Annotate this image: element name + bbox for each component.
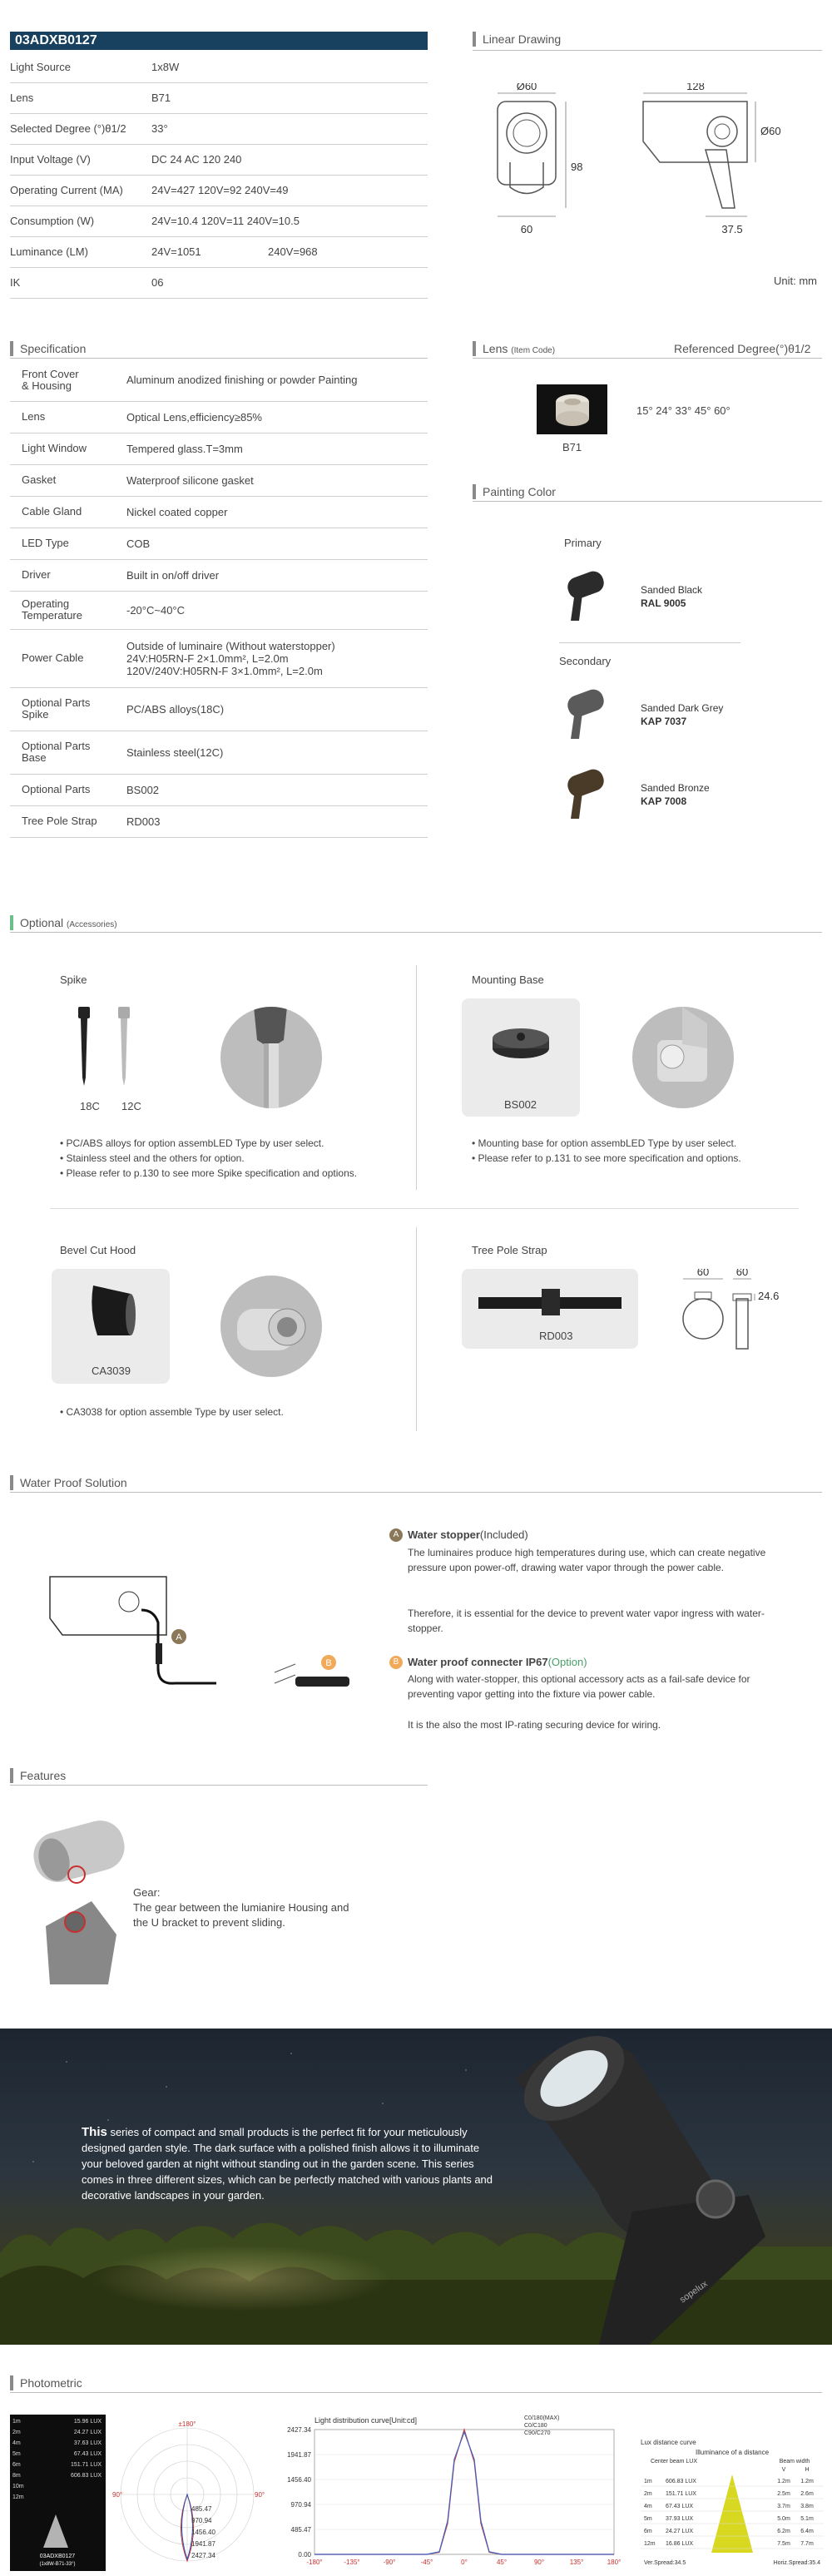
painting-color-title: Painting Color	[473, 484, 556, 499]
lux-row-v: 6.2m	[777, 2529, 790, 2534]
lux-row-dist: 1m	[644, 2479, 652, 2484]
linear-drawing-title: Linear Drawing	[473, 32, 561, 47]
lux-row-dist: 6m	[644, 2529, 652, 2534]
basic-value: DC 24 AC 120 240	[151, 144, 428, 175]
chart-x-tick: -90°	[383, 2559, 396, 2566]
spec-key: Tree Pole Strap	[10, 805, 126, 837]
chart-x-tick: 135°	[569, 2559, 584, 2566]
lux-value-label: 151.71 LUX	[71, 2462, 102, 2468]
polar-value-label: 1941.87	[191, 2540, 215, 2548]
spec-value: Optical Lens,efficiency≥85%	[126, 401, 428, 433]
basic-row	[10, 113, 428, 144]
chart-legend-entry: C90/C270	[524, 2430, 551, 2436]
basic-key: Selected Degree (°)θ1/2	[10, 113, 151, 144]
polar-value-label: 485.47	[191, 2505, 212, 2513]
mounting-detail-image	[632, 1007, 734, 1108]
paint-color-code: KAP 7008	[641, 795, 687, 807]
lux-row-h: 3.8m	[800, 2504, 814, 2509]
paint-color-code: KAP 7037	[641, 716, 687, 727]
spec-row	[10, 528, 428, 559]
basic-row	[10, 175, 428, 206]
lux-row-center: 37.93 LUX	[666, 2516, 694, 2522]
specification-title: Specification	[10, 341, 86, 356]
paint-color-name: Sanded Dark Grey	[641, 702, 724, 714]
lux-row-center: 16.86 LUX	[666, 2541, 694, 2547]
chart-title: Light distribution curve[Unit:cd]	[314, 2416, 418, 2425]
dim-height: 98	[571, 161, 583, 173]
chart-series-line	[314, 2432, 614, 2554]
lux-row-label: 5m	[12, 2451, 21, 2457]
lux-row-label: 4m	[12, 2440, 21, 2446]
chart-x-tick: -45°	[420, 2559, 433, 2566]
spec-row	[10, 464, 428, 496]
spec-key: Gasket	[10, 464, 126, 496]
lux-value-label: 37.63 LUX	[73, 2440, 102, 2446]
waterproof-title: Water Proof Solution	[10, 1475, 127, 1490]
features-gear-image	[25, 1810, 133, 1993]
basic-value: B71	[151, 82, 428, 113]
lux-col-header: Center beam LUX	[650, 2459, 698, 2465]
chart-x-tick: 90°	[533, 2559, 545, 2566]
chart-x-tick: 0°	[461, 2559, 468, 2566]
spec-key: LED Type	[10, 528, 126, 559]
svg-text:sopelux: sopelux	[677, 2278, 710, 2306]
dim-front-width: 60	[520, 223, 533, 235]
waterproof-badge-b: B	[389, 1656, 403, 1669]
bevel-hood-title: Bevel Cut Hood	[60, 1244, 136, 1256]
spec-value: Stainless steel(12C)	[126, 731, 428, 774]
spec-key: Light Window	[10, 433, 126, 464]
spec-key: Driver	[10, 559, 126, 591]
svg-text:03ADXB0127: 03ADXB0127	[39, 2554, 76, 2559]
lens-degrees: 15° 24° 33° 45° 60°	[636, 404, 730, 417]
chart-legend-entry: C0/C180	[524, 2423, 547, 2429]
lux-col-header: Beam width	[779, 2459, 810, 2465]
lux-value-label: 67.43 LUX	[73, 2451, 102, 2457]
lux-row-label: 2m	[12, 2430, 21, 2435]
gear-title: Gear:	[133, 1886, 161, 1899]
spec-value: COB	[126, 528, 428, 559]
lux-row-v: 3.7m	[777, 2504, 790, 2509]
spec-row	[10, 559, 428, 591]
lux-row-label: 8m	[12, 2473, 21, 2479]
specification-table	[10, 359, 428, 838]
lux-row-center: 67.43 LUX	[666, 2504, 694, 2509]
spec-value: Outside of luminaire (Without waterstopper) 24V:H05RN-F 2×1.0mm², L=2.0m 120V/240V:H05RN-F 3×1.0mm², L=2.0m	[126, 629, 428, 687]
spec-value: Built in on/off driver	[126, 559, 428, 591]
spec-value: PC/ABS alloys(18C)	[126, 687, 428, 731]
chart-frame	[314, 2430, 614, 2554]
polar-value-label: 2427.34	[191, 2552, 215, 2559]
bevel-hood-code: CA3039	[92, 1365, 131, 1377]
tree-strap-title: Tree Pole Strap	[472, 1244, 547, 1256]
lens-title: Lens (Item Code)	[473, 341, 555, 356]
paint-fixture-icon	[559, 764, 609, 822]
night-banner	[0, 2029, 832, 2345]
basic-value: 24V=1051	[151, 236, 268, 267]
paint-color-name: Sanded Bronze	[641, 782, 710, 794]
basic-key: Consumption (W)	[10, 206, 151, 236]
note-line: • Please refer to p.130 to see more Spike specification and options.	[60, 1167, 358, 1179]
lux-table-subtitle: Illuminance of a distance	[695, 2449, 770, 2456]
chart-x-tick: -135°	[344, 2559, 360, 2566]
spec-row	[10, 687, 428, 731]
chart-legend-entry: C0/180(MAX)	[524, 2415, 560, 2421]
lens-degree-header: Referenced Degree(°)θ1/2	[674, 342, 811, 355]
lux-row-center: 24.27 LUX	[666, 2529, 694, 2534]
chart-series-line	[314, 2430, 614, 2554]
basic-row	[10, 236, 428, 267]
lux-row-v: 5.0m	[777, 2516, 790, 2522]
lux-row-dist: 4m	[644, 2504, 652, 2509]
lux-distance-table	[641, 2438, 824, 2571]
spec-key: Lens	[10, 401, 126, 433]
hor-spread: Horiz.Spread:35.4	[773, 2560, 820, 2566]
basic-key: Input Voltage (V)	[10, 144, 151, 175]
basic-row	[10, 267, 428, 298]
svg-text:B: B	[325, 1658, 332, 1668]
spec-row	[10, 805, 428, 837]
svg-text:60: 60	[735, 1269, 749, 1278]
dim-front-dia: Ø60	[516, 83, 537, 92]
note-line: • CA3038 for option assemble Type by user select.	[60, 1406, 284, 1418]
spec-value: BS002	[126, 774, 428, 805]
lux-col-header: H	[805, 2467, 810, 2473]
basic-key: Luminance (LM)	[10, 236, 151, 267]
photometric-polar-chart	[108, 2420, 266, 2569]
chart-x-tick: 180°	[607, 2559, 622, 2566]
basic-key: Lens	[10, 82, 151, 113]
paint-color-item	[559, 566, 775, 624]
paint-fixture-icon	[559, 566, 609, 624]
basic-value: 1x8W	[151, 52, 428, 82]
basic-key: Light Source	[10, 52, 151, 82]
lux-row-label: 1m	[12, 2419, 21, 2425]
spec-key: Operating Temperature	[10, 591, 126, 629]
note-line: • Please refer to p.131 to see more specification and options.	[472, 1152, 741, 1164]
unit-label: Unit: mm	[774, 275, 817, 287]
spec-row	[10, 731, 428, 774]
spike-detail-image	[220, 1007, 322, 1108]
waterproof-badge-a: A	[389, 1528, 403, 1542]
lux-row-dist: 5m	[644, 2516, 652, 2522]
basic-row	[10, 206, 428, 236]
spec-value: -20°C~40°C	[126, 591, 428, 629]
spec-row	[10, 496, 428, 528]
mounting-base-code: BS002	[504, 1098, 537, 1111]
paint-color-code: RAL 9005	[641, 597, 686, 609]
spec-row	[10, 401, 428, 433]
lux-value-label: 24.27 LUX	[73, 2430, 102, 2435]
spec-row	[10, 774, 428, 805]
polar-value-label: 970.94	[191, 2517, 212, 2524]
svg-text:24.6: 24.6	[758, 1290, 780, 1302]
tree-strap-code: RD003	[539, 1330, 573, 1342]
connector-text1: Along with water-stopper, this optional accessory acts as a fail-safe device for preventing vapor getting into the fixture via power cable.	[408, 1673, 750, 1700]
ver-spread: Ver.Spread:34.5	[644, 2560, 686, 2566]
svg-text:(1x8W-B71-33°): (1x8W-B71-33°)	[39, 2562, 76, 2567]
chart-y-tick: 970.94	[290, 2501, 311, 2509]
svg-text:A: A	[176, 1632, 182, 1642]
spec-row	[10, 433, 428, 464]
lux-row-label: 10m	[12, 2484, 24, 2489]
water-stopper-text2: Therefore, it is essential for the device to prevent water vapor ingress with water-stopper.	[408, 1608, 765, 1634]
basic-row	[10, 52, 428, 82]
svg-text:60: 60	[696, 1269, 710, 1278]
spec-value: Waterproof silicone gasket	[126, 464, 428, 496]
lux-row-center: 606.83 LUX	[666, 2479, 696, 2484]
spec-key: Optional Parts Base	[10, 731, 126, 774]
chart-y-tick: 1456.40	[287, 2476, 311, 2484]
lux-value-label: 15.96 LUX	[73, 2419, 102, 2425]
lux-row-v: 7.5m	[777, 2541, 790, 2547]
note-line: • Stainless steel and the others for option.	[60, 1152, 245, 1164]
spec-row	[10, 629, 428, 687]
basic-row	[10, 144, 428, 175]
lux-row-center: 151.71 LUX	[666, 2491, 696, 2497]
waterproof-diagram	[33, 1560, 383, 1693]
linear-drawing	[473, 83, 822, 250]
optional-title: Optional (Accessories)	[10, 915, 117, 930]
lux-row-label: 12m	[12, 2494, 24, 2500]
basic-value: 24V=427 120V=92 240V=49	[151, 175, 428, 206]
basic-value: 33°	[151, 113, 428, 144]
secondary-label: Secondary	[559, 655, 612, 667]
basic-value-2: 240V=968	[268, 236, 428, 267]
lux-row-v: 1.2m	[777, 2479, 790, 2484]
svg-text:±180°: ±180°	[178, 2420, 196, 2428]
dim-side-dia: Ø60	[760, 125, 781, 137]
water-stopper-text1: The luminaires produce high temperatures during use, which can create negative pressure upon power-off, drawing water vapor through the power cable.	[408, 1547, 766, 1573]
lux-col-header: V	[781, 2467, 786, 2473]
spec-value: Aluminum anodized finishing or powder Painting	[126, 359, 428, 401]
paint-color-item	[559, 684, 775, 742]
dim-length: 128	[686, 83, 705, 92]
gear-text: The gear between the lumianire Housing and the U bracket to prevent sliding.	[133, 1901, 349, 1929]
basic-row	[10, 82, 428, 113]
paint-color-item	[559, 764, 775, 822]
spec-row	[10, 591, 428, 629]
basic-key: Operating Current (MA)	[10, 175, 151, 206]
lens-code: B71	[562, 441, 582, 453]
lux-row-v: 2.5m	[777, 2491, 790, 2497]
mounting-base-title: Mounting Base	[472, 973, 544, 986]
basic-key: IK	[10, 267, 151, 298]
lux-row-h: 6.4m	[800, 2529, 814, 2534]
chart-x-tick: 45°	[496, 2559, 508, 2566]
spec-value: Tempered glass.T=3mm	[126, 433, 428, 464]
note-line: • PC/ABS alloys for option assembLED Type by user select.	[60, 1137, 324, 1149]
features-title: Features	[10, 1768, 66, 1783]
hood-detail-image	[220, 1276, 322, 1377]
lux-value-label: 606.83 LUX	[71, 2473, 102, 2479]
spec-key: Power Cable	[10, 629, 126, 687]
lux-row-dist: 2m	[644, 2491, 652, 2497]
spike-title: Spike	[60, 973, 87, 986]
spec-key: Cable Gland	[10, 496, 126, 528]
basic-value: 24V=10.4 120V=11 240V=10.5	[151, 206, 428, 236]
primary-label: Primary	[564, 537, 602, 549]
photometric-title: Photometric	[10, 2375, 82, 2390]
photometric-lux-panel	[10, 2415, 106, 2571]
spec-value: RD003	[126, 805, 428, 837]
lux-row-h: 7.7m	[800, 2541, 814, 2547]
spike-item-18c: 18C	[80, 1100, 100, 1112]
paint-color-name: Sanded Black	[641, 584, 703, 596]
svg-text:90°: 90°	[112, 2491, 123, 2499]
note-line: • Mounting base for option assembLED Type by user select.	[472, 1137, 737, 1149]
tree-strap-drawing	[678, 1269, 803, 1356]
lens-image	[537, 384, 607, 434]
connector-title: Water proof connecter IP67(Option)	[408, 1656, 587, 1668]
lux-row-h: 5.1m	[800, 2516, 814, 2522]
svg-text:90°: 90°	[255, 2491, 265, 2499]
spike-image-box	[60, 998, 160, 1115]
dim-offset: 37.5	[721, 223, 743, 235]
basic-spec-table	[10, 52, 428, 299]
chart-y-tick: 485.47	[290, 2526, 311, 2534]
spec-key: Optional Parts	[10, 774, 126, 805]
spec-value: Nickel coated copper	[126, 496, 428, 528]
chart-y-tick: 0.00	[298, 2551, 311, 2559]
chart-x-tick: -180°	[306, 2559, 323, 2566]
connector-text2: It is the also the most IP-rating securing device for wiring.	[408, 1719, 661, 1731]
spike-item-12c: 12C	[121, 1100, 141, 1112]
lux-row-dist: 12m	[644, 2541, 656, 2547]
paint-fixture-icon	[559, 684, 609, 742]
lux-row-label: 6m	[12, 2462, 21, 2468]
chart-y-tick: 1941.87	[287, 2451, 311, 2459]
polar-value-label: 1456.40	[191, 2529, 215, 2536]
banner-text: This series of compact and small products is the perfect fit for your meticulously designed garden style. The dark surface with a polished finish allows it to illuminate your beloved garden at night without standing out in the garden scene. This series comes in three different sizes, which can be perfectly matched with various plants and decorative landscapes in your garden.	[82, 2125, 493, 2202]
light-distribution-chart	[275, 2413, 632, 2571]
spec-row	[10, 359, 428, 401]
spec-key: Optional Parts Spike	[10, 687, 126, 731]
basic-value: 06	[151, 267, 428, 298]
lux-row-h: 2.6m	[800, 2491, 814, 2497]
water-stopper-title: Water stopper(Included)	[408, 1528, 528, 1541]
lux-table-title: Lux distance curve	[641, 2439, 696, 2446]
chart-y-tick: 2427.34	[287, 2426, 311, 2434]
model-header: 03ADXB0127	[10, 32, 428, 50]
spec-key: Front Cover & Housing	[10, 359, 126, 401]
lux-row-h: 1.2m	[800, 2479, 814, 2484]
